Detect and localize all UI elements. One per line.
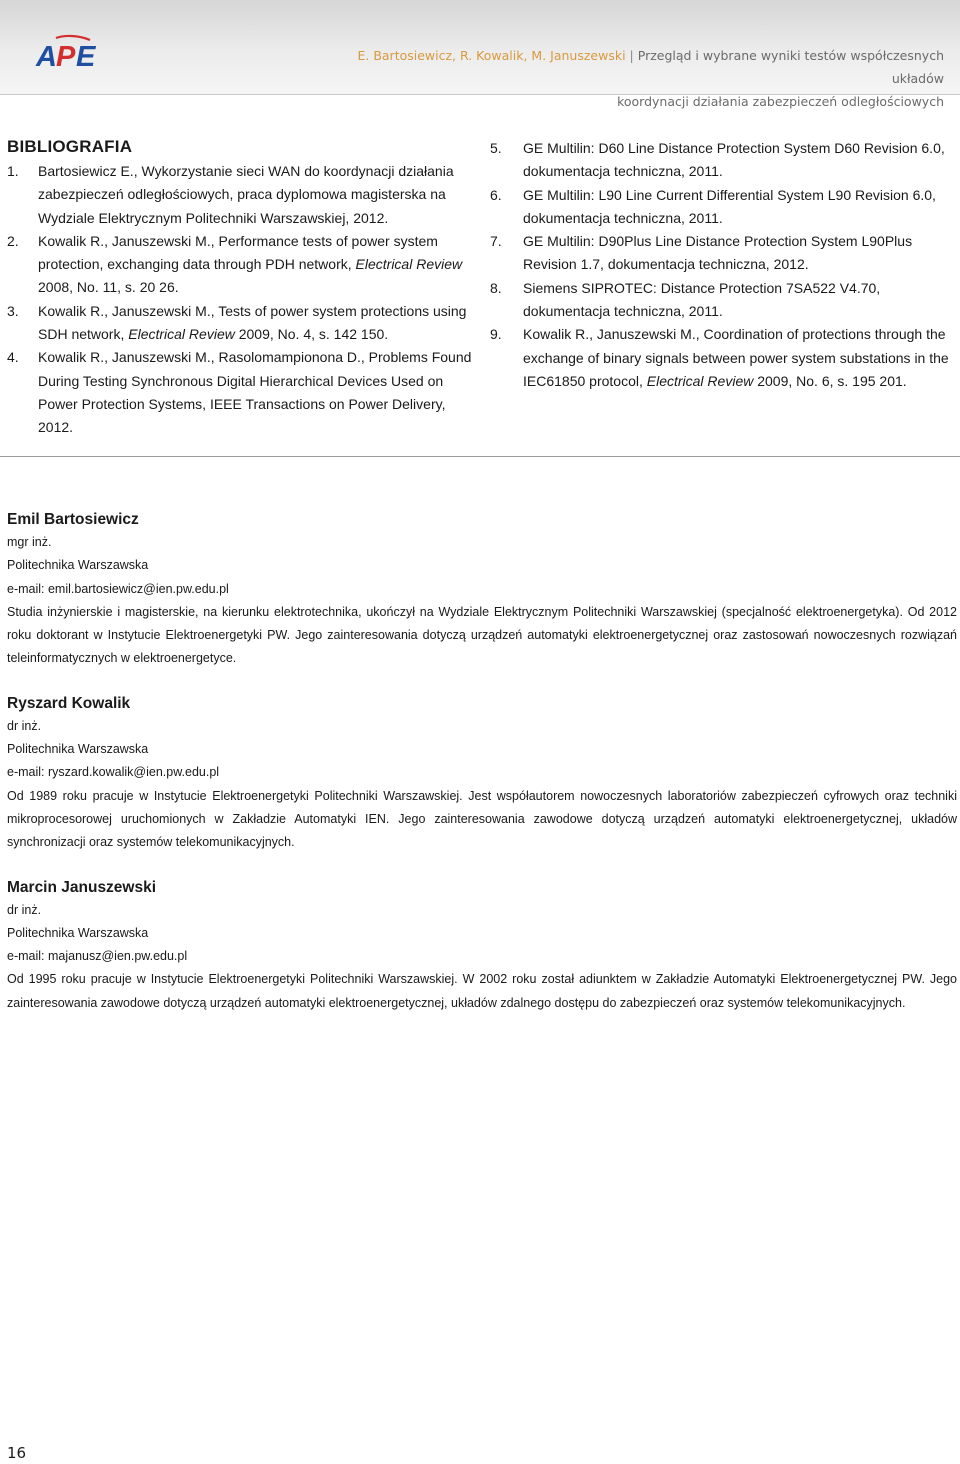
reference-number: 6.	[490, 186, 502, 203]
author-degree: dr inż.	[7, 718, 42, 733]
reference-number: 7.	[490, 233, 502, 250]
author-degree: mgr inż.	[7, 535, 52, 549]
author-bio	[7, 509, 957, 671]
author-description: Od 1995 roku pracuje w Instytucie Elektroenergetyki Politechniki Warszawskiej. W 2002 roku został adiunktem w Zakładzie Automatyki Elektroenergetycznej PW. Jego zainteresowania zawodowe dotyczą urządzeń automatyki elektroenergetycznej, układów zdalnego dostępu do zabezpieczeń oraz systemów telekomunikacyjnych.	[7, 972, 957, 1010]
author-email: e-mail: emil.bartosiewicz@ien.pw.edu.pl	[7, 581, 229, 596]
reference-item	[490, 277, 952, 324]
author-name: Marcin Januszewski	[7, 878, 157, 896]
reference-journal: Electrical Review	[128, 326, 235, 343]
reference-text: GE Multilin: D60 Line Distance Protection System D60 Revision 6.0, dokumentacja techniczna, 2011.	[523, 140, 945, 180]
author-email: e-mail: ryszard.kowalik@ien.pw.edu.pl	[7, 765, 220, 780]
reference-number: 8.	[490, 279, 502, 296]
reference-list-left	[7, 160, 477, 440]
author-degree: dr inż.	[7, 902, 42, 917]
author-bio	[7, 693, 957, 855]
author-name: Emil Bartosiewicz	[7, 511, 139, 528]
reference-item	[490, 230, 952, 277]
author-bios	[7, 509, 957, 1037]
reference-text-tail: 2009, No. 6, s. 195 201.	[753, 372, 907, 389]
author-description: Od 1989 roku pracuje w Instytucie Elektroenergetyki Politechniki Warszawskiej. Jest współautorem nowoczesnych laboratoriów zabezpieczeń cyfrowych oraz techniki mikroprocesorowej uruchomionych w Zakładzie Automatyki IEN. Jego zainteresowania zawodowe dotyczą urządzeń automatyki elektroenergetycznej, układów synchronizacji oraz systemów telekomunikacyjnych.	[7, 788, 957, 850]
reference-item	[7, 160, 477, 230]
reference-text: Kowalik R., Januszewski M., Coordination of protections through the exchange of binary signals between power system substations in the IEC61850 protocol,	[523, 326, 949, 389]
bibliography-heading: BIBLIOGRAFIA	[7, 137, 133, 156]
reference-text: Kowalik R., Januszewski M., Rasolomampionona D., Problems Found During Testing Synchronous Digital Hierarchical Devices Used on Power Protection Systems, IEEE Transactions on Power Delivery, 2012.	[38, 349, 472, 436]
reference-list-right	[490, 137, 952, 393]
section-divider	[0, 456, 960, 457]
reference-text: GE Multilin: L90 Line Current Differential System L90 Revision 6.0, dokumentacja techniczna, 2011.	[523, 186, 936, 226]
running-head-authors: E. Bartosiewicz, R. Kowalik, M. Januszewski	[357, 48, 626, 63]
svg-text:A: A	[36, 41, 57, 73]
page-header	[0, 0, 960, 109]
reference-number: 5.	[490, 140, 502, 156]
author-affiliation: Politechnika Warszawska	[7, 925, 149, 940]
reference-number: 3.	[7, 302, 19, 319]
reference-text: Bartosiewicz E., Wykorzystanie sieci WAN do koordynacji działania zabezpieczeń odległościowych, praca dyplomowa magisterska na Wydziale Elektrycznym Politechniki Warszawskiej, 2012.	[38, 163, 454, 226]
author-email: e-mail: majanusz@ien.pw.edu.pl	[7, 949, 188, 964]
reference-journal: Electrical Review	[646, 372, 754, 389]
svg-text:P: P	[56, 41, 76, 73]
reference-item	[7, 300, 477, 347]
author-affiliation: Politechnika Warszawska	[7, 742, 149, 757]
reference-text-tail: 2008, No. 11, s. 20 26.	[38, 279, 179, 296]
reference-item	[490, 323, 952, 393]
running-head	[304, 44, 944, 113]
reference-text: Kowalik R., Januszewski M., Performance tests of power system protection, exchanging data through PDH network,	[38, 232, 438, 273]
reference-item	[490, 137, 952, 184]
reference-number: 1.	[7, 163, 19, 179]
running-head-title-line2: koordynacji działania zabezpieczeń odległościowych	[617, 94, 944, 109]
reference-item	[7, 230, 477, 300]
reference-item	[490, 184, 952, 231]
reference-journal: Electrical Review	[355, 256, 463, 273]
reference-text: Siemens SIPROTEC: Distance Protection 7SA522 V4.70, dokumentacja techniczna, 2011.	[523, 279, 881, 320]
running-head-separator: |	[629, 48, 634, 63]
reference-item	[7, 346, 477, 439]
ape-logo	[34, 34, 100, 74]
reference-number: 2.	[7, 232, 19, 249]
reference-text: GE Multilin: D90Plus Line Distance Protection System L90Plus Revision 1.7, dokumentacja techniczna, 2012.	[523, 233, 913, 273]
page-number: 16	[7, 1444, 27, 1462]
reference-number: 4.	[7, 349, 19, 366]
author-affiliation: Politechnika Warszawska	[7, 558, 149, 573]
reference-text-tail: 2009, No. 4, s. 142 150.	[234, 326, 389, 343]
reference-text: Kowalik R., Januszewski M., Tests of power system protections using SDH network,	[38, 302, 467, 343]
running-head-title-line1: Przegląd i wybrane wyniki testów współczesnych układów	[637, 48, 944, 86]
svg-text:E: E	[76, 41, 96, 73]
author-description: Studia inżynierskie i magisterskie, na kierunku elektrotechnika, ukończył na Wydziale Elektrycznym Politechniki Warszawskiej (specjalność elektroenergetyka). Od 2012 roku doktorant w Instytucie Elektroenergetyki PW. Jego zainteresowania dotyczą urządzeń automatyki elektroenergetycznej oraz zastosowań nowoczesnych rozwiązań teleinformatycznych w elektroenergetyce.	[7, 604, 957, 666]
author-name: Ryszard Kowalik	[7, 694, 131, 712]
reference-number: 9.	[490, 326, 502, 343]
author-bio	[7, 877, 957, 1015]
